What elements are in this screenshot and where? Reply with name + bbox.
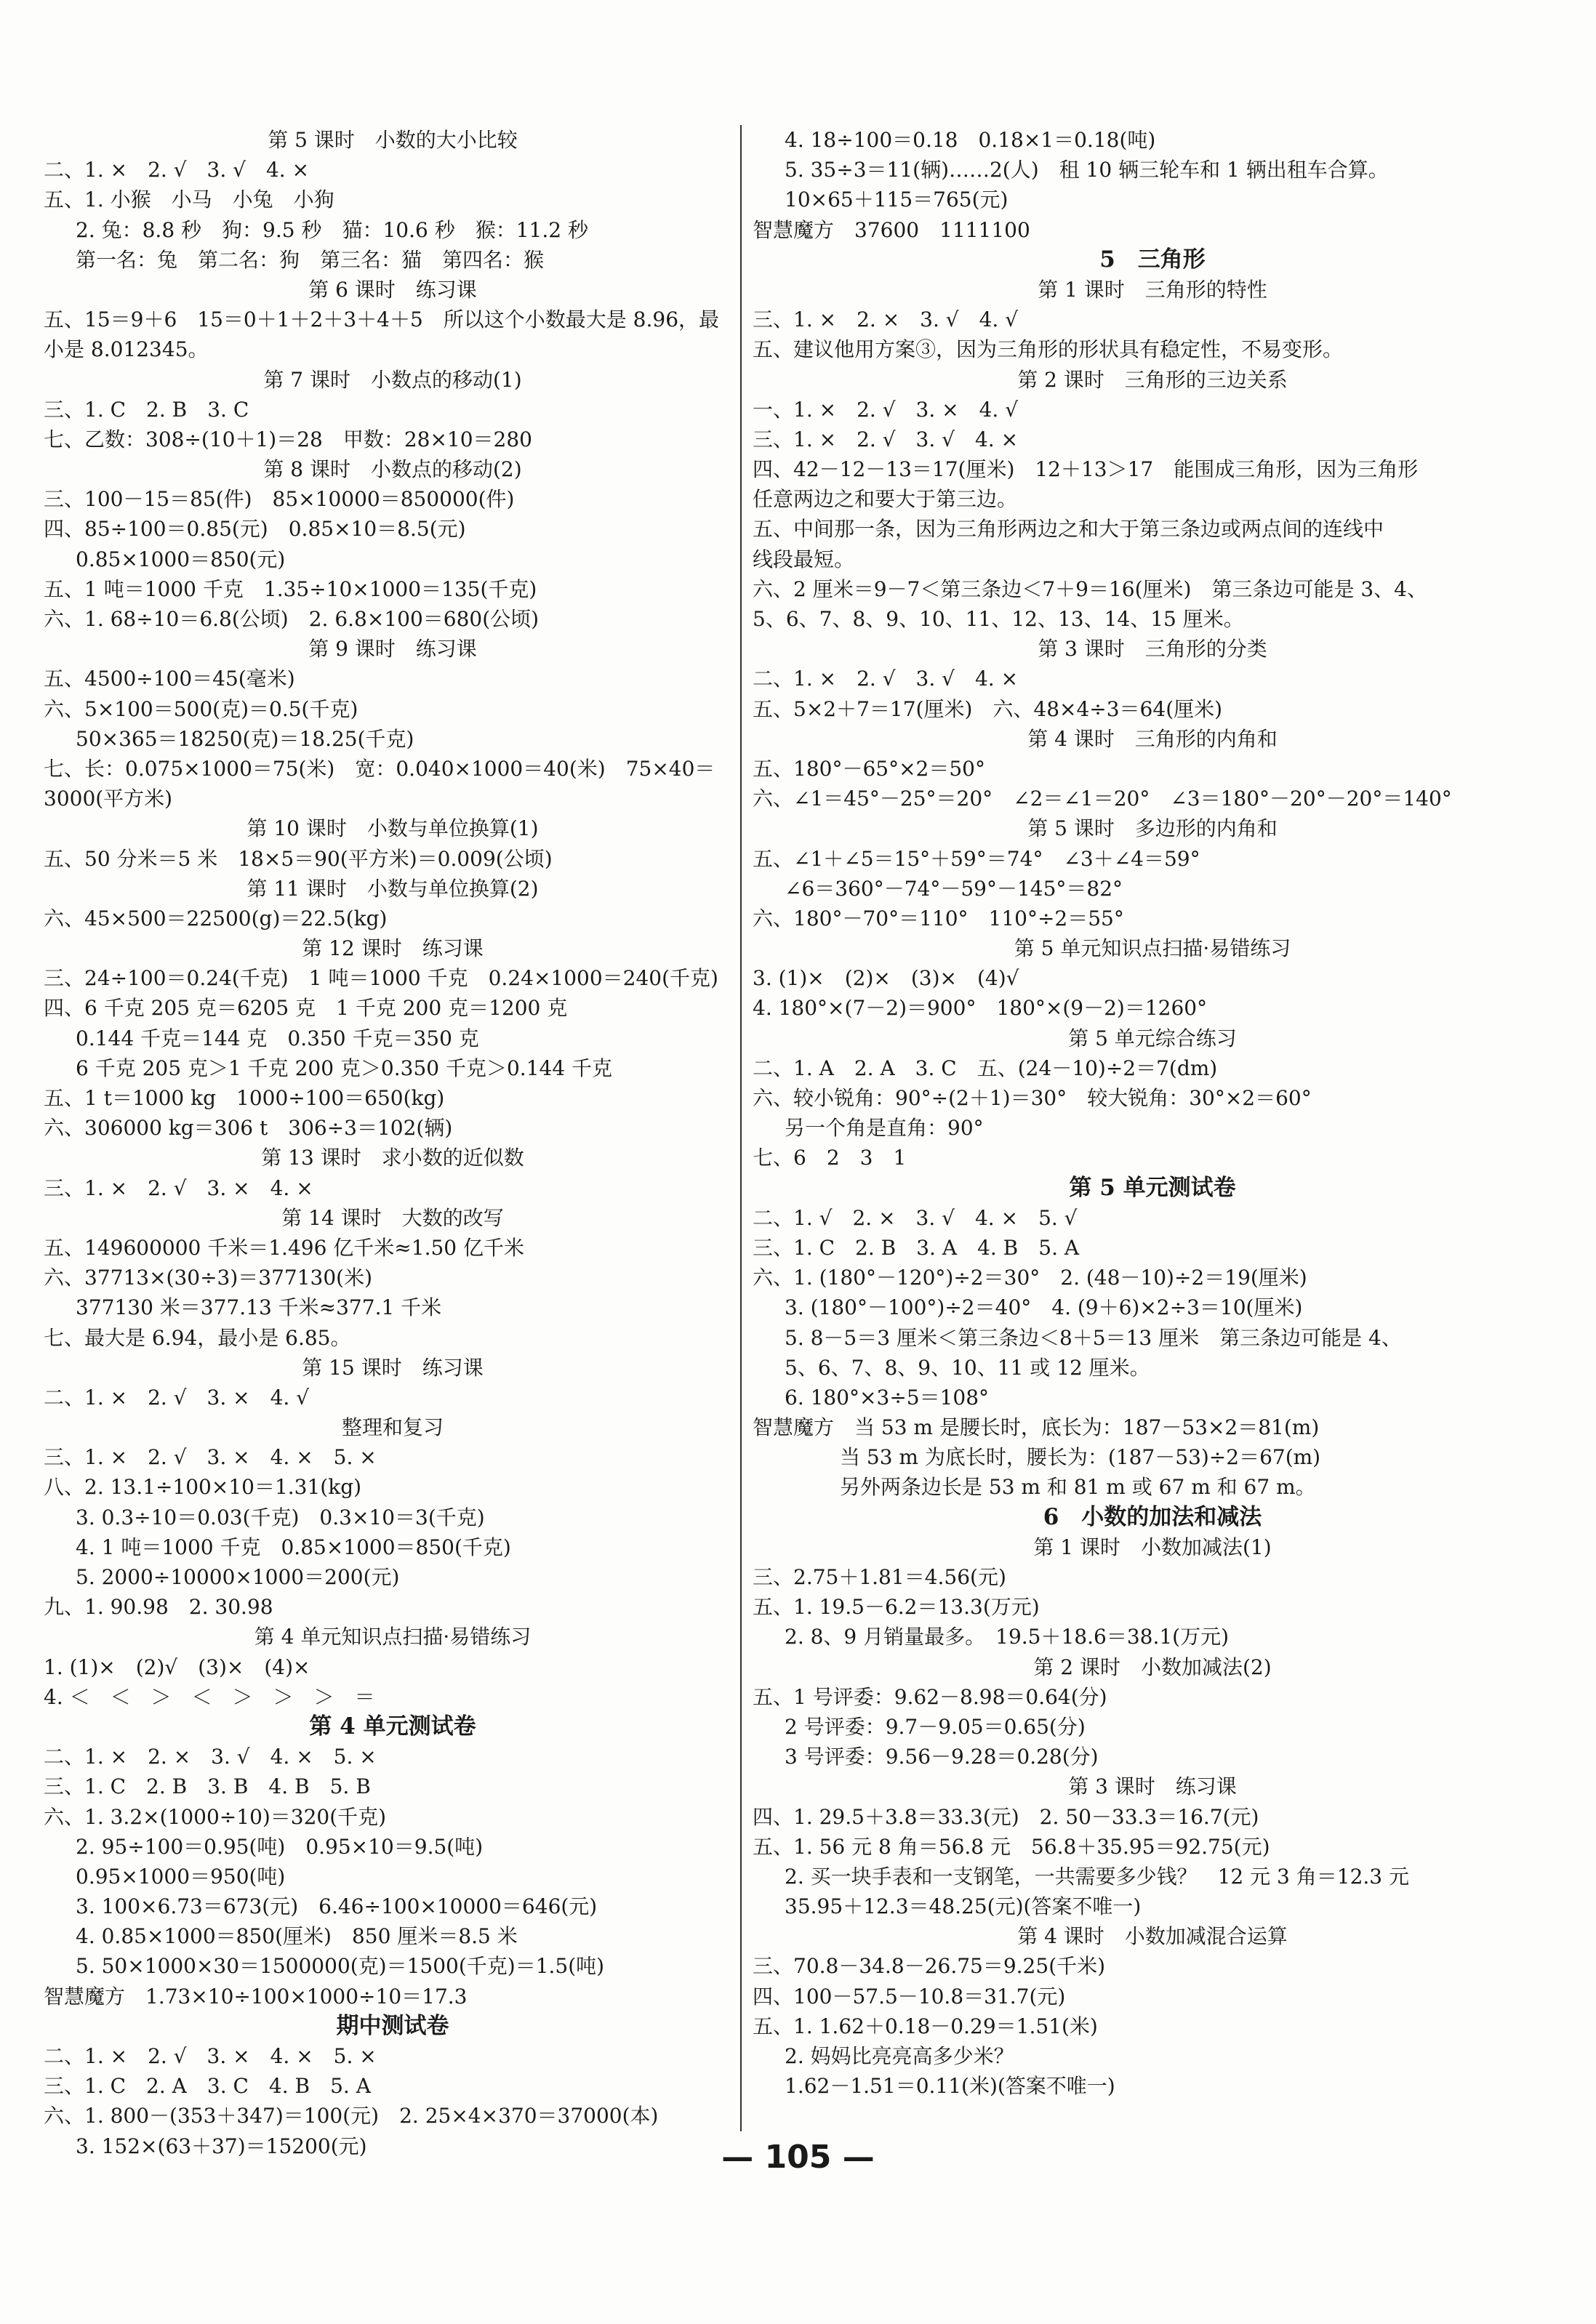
section-heading: 第 13 课时 求小数的近似数 <box>261 1146 524 1170</box>
answer-line: 五、149600000 千米＝1.496 亿千米≈1.50 亿千米 <box>44 1235 524 1260</box>
answer-line: 10×65＋115＝765(元) <box>785 188 1008 212</box>
answer-line: 五、1. 56 元 8 角＝56.8 元 56.8＋35.95＝92.75(元) <box>753 1834 1270 1859</box>
section-heading: 第 14 课时 大数的改写 <box>281 1205 504 1230</box>
section-heading: 5 三角形 <box>1099 246 1206 273</box>
answer-line: 七、最大是 6.94，最小是 6.85。 <box>44 1325 351 1350</box>
left-column <box>44 125 742 2161</box>
answer-line: 四、85÷100＝0.85(元) 0.85×10＝8.5(元) <box>44 517 466 542</box>
section-heading: 第 8 课时 小数点的移动(2) <box>263 457 522 482</box>
answer-line: 2. 95÷100＝0.95(吨) 0.95×10＝9.5(吨) <box>76 1834 484 1859</box>
section-heading: 期中测试卷 <box>336 2012 449 2039</box>
section-heading: 第 2 课时 小数加减法(2) <box>1033 1654 1272 1679</box>
answer-line: 二、1. A 2. A 3. C 五、(24－10)÷2＝7(dm) <box>753 1056 1218 1080</box>
answer-line: 五、1. 19.5－6.2＝13.3(万元) <box>753 1595 1040 1620</box>
answer-line: 六、180°－70°＝110° 110°÷2＝55° <box>753 906 1124 930</box>
answer-line: 五、1 t＝1000 kg 1000÷100＝650(kg) <box>44 1086 445 1110</box>
answer-line: 4. 180°×(7－2)＝900° 180°×(9－2)＝1260° <box>753 996 1208 1021</box>
answer-line: 任意两边之和要大于第三边。 <box>753 487 1018 512</box>
answer-line: 4. 18÷100＝0.18 0.18×1＝0.18(吨) <box>785 128 1156 152</box>
answer-line: 线段最短。 <box>753 547 855 571</box>
answer-line: 2. 妈妈比亮亮高多少米？ <box>785 2044 1014 2068</box>
section-heading: 第 9 课时 练习课 <box>308 637 477 662</box>
answer-line: 三、1. × 2. √ 3. × 4. × 5. × <box>44 1445 377 1470</box>
answer-line: 三、1. C 2. B 3. C <box>44 397 249 422</box>
answer-line: 3. (180°－100°)÷2＝40° 4. (9＋6)×2÷3＝10(厘米) <box>785 1295 1303 1320</box>
column-divider <box>740 125 742 2131</box>
answer-line: 6 千克 205 克＞1 千克 200 克＞0.350 千克＞0.144 千克 <box>76 1056 613 1080</box>
section-heading: 第 5 课时 小数的大小比较 <box>268 128 518 152</box>
answer-line: 五、建议他用方案③，因为三角形的形状具有稳定性，不易变形。 <box>753 337 1344 362</box>
answer-line: 2. 兔：8.8 秒 狗：9.5 秒 猫：10.6 秒 猴：11.2 秒 <box>76 217 588 242</box>
answer-line: 4. 0.85×1000＝850(厘米) 850 厘米＝8.5 米 <box>76 1924 518 1949</box>
answer-line: 3 号评委：9.56－9.28＝0.28(分) <box>785 1745 1099 1769</box>
answer-line: 六、1. (180°－120°)÷2＝30° 2. (48－10)÷2＝19(厘米) <box>753 1266 1307 1290</box>
answer-line: 二、1. × 2. √ 3. √ 4. × <box>753 667 1019 691</box>
answer-line: 1. (1)× (2)√ (3)× (4)× <box>44 1654 310 1679</box>
answer-line: 3. 0.3÷10＝0.03(千克) 0.3×10＝3(千克) <box>76 1505 485 1529</box>
answer-line: 三、24÷100＝0.24(千克) 1 吨＝1000 千克 0.24×1000＝240(千克) <box>44 966 718 991</box>
section-heading: 整理和复习 <box>341 1415 444 1440</box>
answer-line: 四、1. 29.5＋3.8＝33.3(元) 2. 50－33.3＝16.7(元) <box>753 1804 1259 1829</box>
answer-line: 三、70.8－34.8－26.75＝9.25(千米) <box>753 1954 1106 1979</box>
answer-line: 三、1. × 2. × 3. √ 4. √ <box>753 307 1019 332</box>
answer-line: 四、6 千克 205 克＝6205 克 1 千克 200 克＝1200 克 <box>44 996 568 1021</box>
answer-line: 三、2.75＋1.81＝4.56(元) <box>753 1565 1006 1589</box>
answer-line: 5、6、7、8、9、10、11、12、13、14、15 厘米。 <box>753 607 1244 631</box>
answer-line: 2 号评委：9.7－9.05＝0.65(分) <box>785 1714 1086 1739</box>
section-heading: 第 4 课时 三角形的内角和 <box>1027 726 1278 751</box>
section-heading: 第 3 课时 练习课 <box>1068 1774 1237 1799</box>
answer-line: 1.62－1.51＝0.11(米)(答案不唯一) <box>785 2074 1115 2099</box>
answer-line: 六、5×100＝500(克)＝0.5(千克) <box>44 696 358 721</box>
section-heading: 第 7 课时 小数点的移动(1) <box>263 367 522 392</box>
answer-line: 3000(平方米) <box>44 787 173 811</box>
answer-line: 五、1. 小猴 小马 小兔 小狗 <box>44 188 334 212</box>
section-heading: 第 15 课时 练习课 <box>302 1355 484 1380</box>
answer-line: 4. 1 吨＝1000 千克 0.85×1000＝850(千克) <box>76 1535 511 1559</box>
answer-line: 0.95×1000＝950(吨) <box>76 1864 286 1889</box>
answer-line: 50×365＝18250(克)＝18.25(千克) <box>76 726 414 751</box>
answer-line: 5、6、7、8、9、10、11 或 12 厘米。 <box>785 1355 1150 1380</box>
answer-line: 四、42－12－13＝17(厘米) 12＋13＞17 能围成三角形，因为三角形 <box>753 457 1419 482</box>
answer-line: 一、1. × 2. √ 3. × 4. √ <box>753 397 1019 422</box>
section-heading: 6 小数的加法和减法 <box>1043 1503 1262 1530</box>
answer-line: 三、1. C 2. A 3. C 4. B 5. A <box>44 2074 371 2099</box>
answer-line: 六、1. 800－(353＋347)＝100(元) 2. 25×4×370＝37000(本) <box>44 2104 659 2128</box>
answer-line: 九、1. 90.98 2. 30.98 <box>44 1595 273 1620</box>
section-heading: 第 5 单元知识点扫描·易错练习 <box>1014 936 1291 961</box>
answer-line: 八、2. 13.1÷100×10＝1.31(kg) <box>44 1475 362 1500</box>
section-heading: 第 4 单元知识点扫描·易错练习 <box>254 1625 532 1649</box>
answer-line: 智慧魔方 当 53 m 是腰长时，底长为：187－53×2＝81(m) <box>753 1415 1320 1440</box>
section-heading: 第 11 课时 小数与单位换算(2) <box>246 876 539 901</box>
answer-line: 五、4500÷100＝45(毫米) <box>44 667 295 691</box>
answer-line: 五、5×2＋7＝17(厘米) 六、48×4÷3＝64(厘米) <box>753 696 1223 721</box>
answer-line: ∠6＝360°－74°－59°－145°＝82° <box>785 876 1123 901</box>
answer-line: 三、1. C 2. B 3. B 4. B 5. B <box>44 1774 371 1799</box>
answer-line: 二、1. × 2. √ 3. × 4. √ <box>44 1385 310 1410</box>
answer-line: 5. 35÷3＝11(辆)……2(人) 租 10 辆三轮车和 1 辆出租车合算。 <box>785 158 1389 182</box>
answer-line: 三、1. × 2. √ 3. × 4. × <box>44 1175 313 1200</box>
answer-line: 5. 50×1000×30＝1500000(克)＝1500(千克)＝1.5(吨) <box>76 1954 605 1979</box>
section-heading: 第 5 单元测试卷 <box>1069 1174 1236 1201</box>
answer-line: 二、1. × 2. √ 3. × 4. × 5. × <box>44 2044 377 2068</box>
section-heading: 第 4 课时 小数加减混合运算 <box>1017 1924 1288 1949</box>
answer-line: 四、100－57.5－10.8＝31.7(元) <box>753 1984 1066 2009</box>
answer-line: 五、180°－65°×2＝50° <box>753 756 985 781</box>
answer-line: 二、1. × 2. × 3. √ 4. × 5. × <box>44 1745 377 1769</box>
answer-line: 二、1. × 2. √ 3. √ 4. × <box>44 158 310 182</box>
answer-line: 六、1. 68÷10＝6.8(公顷) 2. 6.8×100＝680(公顷) <box>44 607 540 631</box>
answer-line: 第一名：兔 第二名：狗 第三名：猫 第四名：猴 <box>76 247 545 272</box>
answer-line: 五、1. 1.62＋0.18－0.29＝1.51(米) <box>753 2014 1098 2038</box>
answer-line: 五、1 吨＝1000 千克 1.35÷10×1000＝135(千克) <box>44 576 537 601</box>
answer-line: 小是 8.012345。 <box>44 337 209 362</box>
page-number: — 105 — <box>721 2139 875 2176</box>
answer-line: 二、1. √ 2. × 3. √ 4. × 5. √ <box>753 1205 1078 1230</box>
answer-line: 六、较小锐角：90°÷(2＋1)＝30° 较大锐角：30°×2＝60° <box>753 1086 1312 1110</box>
answer-line: 三、1. C 2. B 3. A 4. B 5. A <box>753 1235 1080 1260</box>
answer-line: 4. ＜ ＜ ＞ ＜ ＞ ＞ ＞ ＝ <box>44 1684 375 1709</box>
section-heading: 第 4 单元测试卷 <box>309 1713 476 1740</box>
section-heading: 第 12 课时 练习课 <box>302 936 484 961</box>
answer-line: 智慧魔方 1.73×10÷100×1000÷10＝17.3 <box>44 1984 468 2009</box>
answer-line: 六、306000 kg＝306 t 306÷3＝102(辆) <box>44 1116 453 1141</box>
answer-line: 智慧魔方 37600 1111100 <box>753 217 1030 242</box>
answer-line: 五、∠1＋∠5＝15°＋59°＝74° ∠3＋∠4＝59° <box>753 846 1200 871</box>
answer-line: 6. 180°×3÷5＝108° <box>785 1385 990 1410</box>
answer-line: 另外两条边长是 53 m 和 81 m 或 67 m 和 67 m。 <box>840 1475 1316 1500</box>
answer-line: 五、50 分米＝5 米 18×5＝90(平方米)＝0.009(公顷) <box>44 846 553 871</box>
answer-line: 0.85×1000＝850(元) <box>76 547 286 571</box>
section-heading: 第 5 单元综合练习 <box>1068 1026 1237 1050</box>
answer-line: 六、1. 3.2×(1000÷10)＝320(千克) <box>44 1804 387 1829</box>
answer-line: 六、∠1＝45°－25°＝20° ∠2＝∠1＝20° ∠3＝180°－20°－20°＝140° <box>753 787 1452 811</box>
section-heading: 第 2 课时 三角形的三边关系 <box>1017 367 1288 392</box>
section-heading: 第 3 课时 三角形的分类 <box>1038 637 1267 662</box>
section-heading: 第 5 课时 多边形的内角和 <box>1027 816 1278 841</box>
answer-line: 三、100－15＝85(件) 85×10000＝850000(件) <box>44 487 515 512</box>
answer-line: 3. 152×(63＋37)＝15200(元) <box>76 2134 367 2158</box>
answer-line: 2. 买一块手表和一支钢笔，一共需要多少钱？ 12 元 3 角＝12.3 元 <box>785 1864 1410 1889</box>
right-column <box>753 125 1552 2101</box>
answer-line: 3. 100×6.73＝673(元) 6.46÷100×10000＝646(元) <box>76 1894 598 1919</box>
section-heading: 第 1 课时 小数加减法(1) <box>1033 1535 1272 1559</box>
answer-line: 六、2 厘米＝9－7＜第三条边＜7＋9＝16(厘米) 第三条边可能是 3、4、 <box>753 576 1427 601</box>
answer-line: 当 53 m 为底长时，腰长为：(187－53)÷2＝67(m) <box>840 1445 1321 1470</box>
answer-line: 六、37713×(30÷3)＝377130(米) <box>44 1266 373 1290</box>
answer-line: 七、乙数：308÷(10＋1)＝28 甲数：28×10＝280 <box>44 427 532 451</box>
answer-line: 三、1. × 2. √ 3. √ 4. × <box>753 427 1019 451</box>
answer-line: 0.144 千克＝144 克 0.350 千克＝350 克 <box>76 1026 479 1050</box>
answer-line: 另一个角是直角：90° <box>785 1116 984 1141</box>
answer-line: 3. (1)× (2)× (3)× (4)√ <box>753 966 1019 991</box>
answer-line: 5. 2000÷10000×1000＝200(元) <box>76 1565 400 1589</box>
answer-line: 377130 米＝377.13 千米≈377.1 千米 <box>76 1295 442 1320</box>
answer-line: 5. 8－5＝3 厘米＜第三条边＜8＋5＝13 厘米 第三条边可能是 4、 <box>785 1325 1402 1350</box>
answer-line: 五、15＝9＋6 15＝0＋1＋2＋3＋4＋5 所以这个小数最大是 8.96，最 <box>44 307 720 332</box>
section-heading: 第 1 课时 三角形的特性 <box>1038 277 1267 302</box>
answer-line: 七、长：0.075×1000＝75(米) 宽：0.040×1000＝40(米) 75×40＝ <box>44 756 715 781</box>
answer-line: 35.95＋12.3＝48.25(元)(答案不唯一) <box>785 1894 1142 1919</box>
answer-line: 2. 8、9 月销量最多。 19.5＋18.6＝38.1(万元) <box>785 1625 1230 1649</box>
answer-line: 五、中间那一条，因为三角形两边之和大于第三条边或两点间的连线中 <box>753 517 1384 542</box>
answer-line: 七、6 2 3 1 <box>753 1146 907 1170</box>
section-heading: 第 6 课时 练习课 <box>308 277 477 302</box>
answer-line: 五、1 号评委：9.62－8.98＝0.64(分) <box>753 1684 1107 1709</box>
section-heading: 第 10 课时 小数与单位换算(1) <box>246 816 539 841</box>
answer-line: 六、45×500＝22500(g)＝22.5(kg) <box>44 906 388 930</box>
